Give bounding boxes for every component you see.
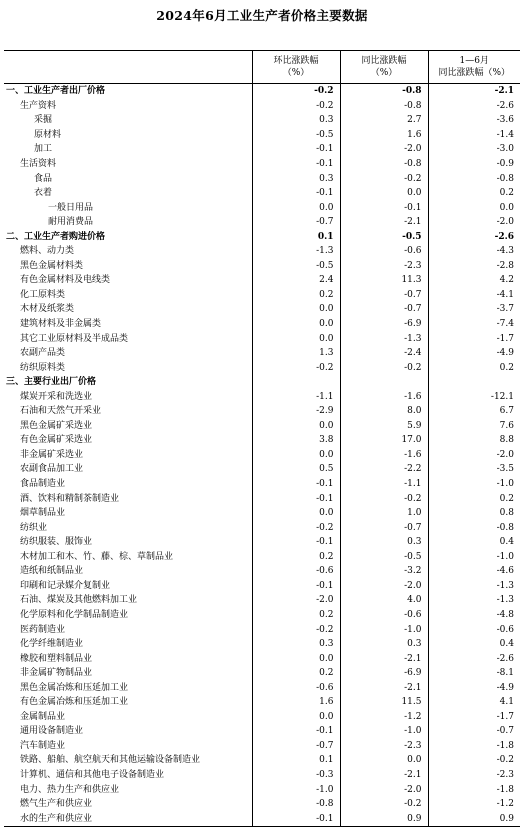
row-yoy-value: -2.2 [340, 462, 428, 477]
row-yoy-value: -3.2 [340, 564, 428, 579]
header-yoy-line1: 同比涨跌幅 [361, 56, 407, 66]
row-yoy-value: 0.3 [340, 535, 428, 550]
row-ytd-value: -3.6 [428, 113, 520, 128]
row-ytd-value: -2.0 [428, 448, 520, 463]
row-mom-value: -0.1 [252, 491, 340, 506]
row-ytd-value: -3.5 [428, 462, 520, 477]
row-name: 纺织业 [20, 522, 48, 533]
table-row [4, 186, 520, 201]
row-yoy-value: 0.3 [340, 637, 428, 652]
table-row [4, 157, 520, 172]
row-name: 一般日用品 [48, 202, 94, 213]
table-row [4, 739, 520, 754]
row-name: 生活资料 [20, 159, 57, 169]
row-name: 印刷和记录媒介复制业 [20, 580, 111, 591]
row-yoy-value: -0.6 [340, 244, 428, 259]
table-row [4, 448, 520, 463]
row-mom-value [252, 375, 340, 390]
row-ytd-value: -1.7 [428, 331, 520, 346]
row-name: 橡胶和塑料制品业 [20, 653, 93, 664]
row-yoy-value: -0.6 [340, 608, 428, 623]
row-ytd-value: -8.1 [428, 666, 520, 681]
row-yoy-value: 0.9 [340, 811, 428, 826]
header-yoy [340, 51, 428, 84]
row-ytd-value: -3.0 [428, 142, 520, 157]
row-yoy-value: 11.3 [340, 273, 428, 288]
row-ytd-value: -2.0 [428, 215, 520, 230]
table-row [4, 462, 520, 477]
row-name: 石油、煤炭及其他燃料加工业 [20, 595, 138, 606]
row-mom-value: 0.0 [252, 317, 340, 332]
row-yoy-value: -1.0 [340, 622, 428, 637]
row-yoy-value: -1.1 [340, 477, 428, 492]
row-mom-value: -0.1 [252, 157, 340, 172]
row-name: 铁路、船舶、航空航天和其他运输设备制造业 [20, 755, 201, 766]
row-yoy-value: -1.6 [340, 448, 428, 463]
table-row [4, 404, 520, 419]
row-name: 加工 [34, 144, 53, 155]
row-yoy-value: 2.7 [340, 113, 428, 128]
table-row [4, 419, 520, 434]
row-name: 黑色金属矿采选业 [20, 420, 93, 431]
row-mom-value: -0.1 [252, 811, 340, 826]
table-row [4, 695, 520, 710]
row-mom-value: 1.3 [252, 346, 340, 361]
row-mom-value: -0.5 [252, 128, 340, 143]
row-name: 煤炭开采和洗选业 [20, 391, 93, 402]
row-name: 非金属矿物制品业 [20, 668, 93, 679]
row-yoy-value: -1.3 [340, 331, 428, 346]
table-row [4, 128, 520, 143]
row-yoy-value: -6.9 [340, 317, 428, 332]
table-row [4, 579, 520, 594]
row-ytd-value: 0.0 [428, 200, 520, 215]
row-mom-value: 2.4 [252, 273, 340, 288]
row-ytd-value: -7.4 [428, 317, 520, 332]
row-yoy-value: -0.7 [340, 288, 428, 303]
table-row [4, 724, 520, 739]
row-mom-value: 0.0 [252, 651, 340, 666]
row-ytd-value: -1.3 [428, 579, 520, 594]
row-ytd-value: -1.8 [428, 782, 520, 797]
table-body [4, 84, 520, 827]
row-ytd-value: 0.8 [428, 506, 520, 521]
row-yoy-value: -1.2 [340, 710, 428, 725]
row-ytd-value: -0.7 [428, 724, 520, 739]
header-ytd-line2: 同比涨跌幅（%） [438, 68, 511, 78]
table-row [4, 99, 520, 114]
row-mom-value: 0.2 [252, 550, 340, 565]
row-mom-value: 0.1 [252, 753, 340, 768]
table-row [4, 84, 520, 99]
row-ytd-value: -2.8 [428, 259, 520, 274]
row-mom-value: 3.8 [252, 433, 340, 448]
row-yoy-value: -1.6 [340, 389, 428, 404]
row-name: 纺织原料类 [20, 362, 66, 373]
table-row [4, 346, 520, 361]
row-name: 原材料 [34, 129, 62, 140]
row-ytd-value [428, 375, 520, 390]
table-row [4, 259, 520, 274]
row-yoy-value: -0.7 [340, 302, 428, 317]
row-name: 酒、饮料和精制茶制造业 [20, 493, 120, 504]
row-name: 水的生产和供应业 [4, 811, 252, 826]
row-ytd-value: -0.8 [428, 171, 520, 186]
row-name: 其它工业原材料及半成品类 [20, 333, 129, 344]
table-row [4, 506, 520, 521]
row-name: 生产资料 [20, 100, 57, 111]
row-mom-value: -0.2 [252, 84, 340, 99]
row-yoy-value: -0.7 [340, 520, 428, 535]
row-yoy-value: -2.1 [340, 768, 428, 783]
table-row [4, 710, 520, 725]
row-ytd-value: -0.6 [428, 622, 520, 637]
row-name: 医药制造业 [20, 624, 66, 635]
row-mom-value: 0.0 [252, 331, 340, 346]
row-name: 三、主要行业出厂价格 [6, 377, 97, 388]
table-row [4, 331, 520, 346]
row-yoy-value: -2.3 [340, 259, 428, 274]
row-mom-value: 0.1 [252, 229, 340, 244]
row-yoy-value: -0.2 [340, 171, 428, 186]
row-ytd-value: 0.2 [428, 491, 520, 506]
row-yoy-value: -0.2 [340, 797, 428, 812]
table-row [4, 215, 520, 230]
row-name: 计算机、通信和其他电子设备制造业 [20, 769, 165, 780]
row-mom-value: -0.2 [252, 622, 340, 637]
row-mom-value: -0.1 [252, 724, 340, 739]
row-yoy-value: -2.0 [340, 579, 428, 594]
table-row [4, 360, 520, 375]
table-row [4, 608, 520, 623]
table-row [4, 797, 520, 812]
row-yoy-value: -2.1 [340, 680, 428, 695]
row-mom-value: 0.3 [252, 637, 340, 652]
row-name: 金属制品业 [20, 711, 66, 722]
row-mom-value: -0.2 [252, 99, 340, 114]
row-name: 造纸和纸制品业 [20, 566, 84, 577]
row-yoy-value: -2.0 [340, 782, 428, 797]
row-yoy-value: 5.9 [340, 419, 428, 434]
table-row [4, 229, 520, 244]
row-name: 燃气生产和供应业 [20, 799, 93, 810]
row-name: 电力、热力生产和供应业 [20, 784, 120, 795]
table-row [4, 171, 520, 186]
header-ytd [428, 51, 520, 84]
row-name: 石油和天然气开采业 [20, 406, 102, 417]
row-mom-value: 0.0 [252, 448, 340, 463]
row-mom-value: -0.1 [252, 579, 340, 594]
header-yoy-line2: （%） [370, 68, 398, 78]
row-ytd-value: -4.3 [428, 244, 520, 259]
row-ytd-value: 0.2 [428, 360, 520, 375]
row-ytd-value: -2.1 [428, 84, 520, 99]
table-row [4, 244, 520, 259]
row-ytd-value: -1.2 [428, 797, 520, 812]
row-ytd-value: 0.2 [428, 186, 520, 201]
row-ytd-value: -4.6 [428, 564, 520, 579]
row-mom-value: 0.0 [252, 710, 340, 725]
row-yoy-value: 11.5 [340, 695, 428, 710]
row-mom-value: -1.3 [252, 244, 340, 259]
row-yoy-value: -0.8 [340, 99, 428, 114]
row-name: 有色金属材料及电线类 [20, 275, 111, 286]
row-name: 化学纤维制造业 [20, 639, 84, 650]
row-mom-value: 0.2 [252, 288, 340, 303]
row-yoy-value: -0.8 [340, 157, 428, 172]
row-ytd-value: 0.9 [428, 811, 520, 826]
table-row [4, 477, 520, 492]
row-name: 木材及纸浆类 [20, 304, 75, 315]
row-ytd-value: -0.8 [428, 520, 520, 535]
row-name: 食品 [34, 173, 53, 184]
page-title: 2024年6月工业生产者价格主要数据 [156, 8, 368, 23]
table-row [4, 113, 520, 128]
row-name: 通用设备制造业 [20, 726, 84, 737]
row-yoy-value: 0.0 [340, 186, 428, 201]
table-row [4, 753, 520, 768]
row-ytd-value: 4.1 [428, 695, 520, 710]
row-mom-value: -2.9 [252, 404, 340, 419]
row-mom-value: -0.2 [252, 360, 340, 375]
row-name: 农副食品加工业 [20, 464, 84, 475]
row-mom-value: 0.5 [252, 462, 340, 477]
row-ytd-value: -4.9 [428, 346, 520, 361]
row-mom-value: -0.7 [252, 215, 340, 230]
row-yoy-value [340, 375, 428, 390]
row-yoy-value: -0.1 [340, 200, 428, 215]
row-name: 化工原料类 [20, 289, 66, 300]
row-mom-value: -0.6 [252, 680, 340, 695]
row-yoy-value: -2.1 [340, 651, 428, 666]
header-ytd-line1: 1—6月 [459, 56, 489, 66]
row-yoy-value: -0.2 [340, 491, 428, 506]
row-name: 汽车制造业 [20, 740, 66, 751]
row-ytd-value: -1.0 [428, 477, 520, 492]
row-yoy-value: 8.0 [340, 404, 428, 419]
row-mom-value: 0.3 [252, 113, 340, 128]
price-data-table [4, 50, 520, 827]
table-row [4, 782, 520, 797]
row-name: 建筑材料及非金属类 [20, 319, 102, 330]
row-name: 黑色金属材料类 [20, 260, 84, 271]
row-ytd-value: -4.9 [428, 680, 520, 695]
row-ytd-value: -2.3 [428, 768, 520, 783]
row-ytd-value: -2.6 [428, 651, 520, 666]
row-yoy-value: 1.0 [340, 506, 428, 521]
header-mom-line1: 环比涨跌幅 [273, 56, 319, 66]
row-yoy-value: -0.5 [340, 550, 428, 565]
row-ytd-value: -4.8 [428, 608, 520, 623]
table-row [4, 564, 520, 579]
row-mom-value: -1.1 [252, 389, 340, 404]
row-yoy-value: 17.0 [340, 433, 428, 448]
table-row [4, 142, 520, 157]
row-yoy-value: -0.5 [340, 229, 428, 244]
row-name: 纺织服装、服饰业 [20, 537, 93, 548]
row-yoy-value: -2.1 [340, 215, 428, 230]
row-ytd-value: -2.6 [428, 229, 520, 244]
row-yoy-value: -0.2 [340, 360, 428, 375]
row-mom-value: 1.6 [252, 695, 340, 710]
header-item [4, 51, 252, 84]
row-yoy-value: -1.0 [340, 724, 428, 739]
row-mom-value: 0.0 [252, 419, 340, 434]
row-ytd-value: 0.4 [428, 637, 520, 652]
row-ytd-value: -12.1 [428, 389, 520, 404]
table-row [4, 651, 520, 666]
row-name: 二、工业生产者购进价格 [6, 231, 106, 242]
row-mom-value: 0.0 [252, 506, 340, 521]
row-yoy-value: -0.8 [340, 84, 428, 99]
table-row [4, 768, 520, 783]
row-mom-value: -0.8 [252, 797, 340, 812]
row-mom-value: -0.5 [252, 259, 340, 274]
table-row [4, 302, 520, 317]
row-ytd-value: 7.6 [428, 419, 520, 434]
table-row [4, 317, 520, 332]
row-mom-value: -0.1 [252, 535, 340, 550]
row-mom-value: 0.3 [252, 171, 340, 186]
table-header [4, 51, 520, 84]
row-ytd-value: -3.7 [428, 302, 520, 317]
row-ytd-value: -1.0 [428, 550, 520, 565]
row-mom-value: -0.3 [252, 768, 340, 783]
row-name: 有色金属冶炼和压延加工业 [20, 697, 129, 708]
row-mom-value: -0.1 [252, 142, 340, 157]
row-name: 有色金属矿采选业 [20, 435, 93, 446]
table-row [4, 491, 520, 506]
table-row [4, 273, 520, 288]
row-mom-value: -0.1 [252, 477, 340, 492]
table-row [4, 389, 520, 404]
row-name: 衣着 [34, 188, 53, 199]
row-mom-value: -0.7 [252, 739, 340, 754]
row-name: 化学原料和化学制品制造业 [20, 609, 129, 620]
row-ytd-value: -0.9 [428, 157, 520, 172]
table-row [4, 288, 520, 303]
row-mom-value: 0.2 [252, 608, 340, 623]
header-mom [252, 51, 340, 84]
table-row [4, 666, 520, 681]
row-yoy-value: -2.0 [340, 142, 428, 157]
table-row [4, 520, 520, 535]
row-ytd-value: -2.6 [428, 99, 520, 114]
row-name: 黑色金属冶炼和压延加工业 [20, 682, 129, 693]
row-mom-value: 0.0 [252, 302, 340, 317]
row-ytd-value: 8.8 [428, 433, 520, 448]
row-mom-value: -0.6 [252, 564, 340, 579]
row-yoy-value: 4.0 [340, 593, 428, 608]
row-ytd-value: -1.4 [428, 128, 520, 143]
row-mom-value: -2.0 [252, 593, 340, 608]
row-name: 一、工业生产者出厂价格 [6, 86, 106, 97]
row-mom-value: -0.2 [252, 520, 340, 535]
row-name: 烟草制品业 [20, 508, 66, 519]
row-yoy-value: 1.6 [340, 128, 428, 143]
table-row [4, 637, 520, 652]
table-row [4, 433, 520, 448]
row-name: 采掘 [34, 115, 53, 126]
row-mom-value: 0.2 [252, 666, 340, 681]
table-row [4, 593, 520, 608]
row-mom-value: 0.0 [252, 200, 340, 215]
table-row [4, 200, 520, 215]
row-ytd-value: -0.2 [428, 753, 520, 768]
table-row [4, 622, 520, 637]
row-name: 木材加工和木、竹、藤、棕、草制品业 [20, 551, 174, 562]
table-row [4, 680, 520, 695]
table-row [4, 535, 520, 550]
row-ytd-value: -1.8 [428, 739, 520, 754]
row-mom-value: -1.0 [252, 782, 340, 797]
row-ytd-value: -4.1 [428, 288, 520, 303]
row-yoy-value: -6.9 [340, 666, 428, 681]
row-name: 耐用消费品 [48, 217, 94, 228]
row-ytd-value: -1.7 [428, 710, 520, 725]
row-name: 非金属矿采选业 [20, 449, 84, 460]
row-yoy-value: -2.3 [340, 739, 428, 754]
row-ytd-value: -1.3 [428, 593, 520, 608]
table-row [4, 375, 520, 390]
row-ytd-value: 0.4 [428, 535, 520, 550]
row-yoy-value: -2.4 [340, 346, 428, 361]
row-name: 农副产品类 [20, 348, 66, 359]
header-mom-line2: （%） [282, 68, 310, 78]
row-mom-value: -0.1 [252, 186, 340, 201]
table-row [4, 550, 520, 565]
row-name: 食品制造业 [20, 479, 66, 490]
row-ytd-value: 4.2 [428, 273, 520, 288]
row-ytd-value: 6.7 [428, 404, 520, 419]
table-row [4, 811, 520, 826]
row-name: 燃料、动力类 [20, 246, 75, 257]
row-yoy-value: 0.0 [340, 753, 428, 768]
